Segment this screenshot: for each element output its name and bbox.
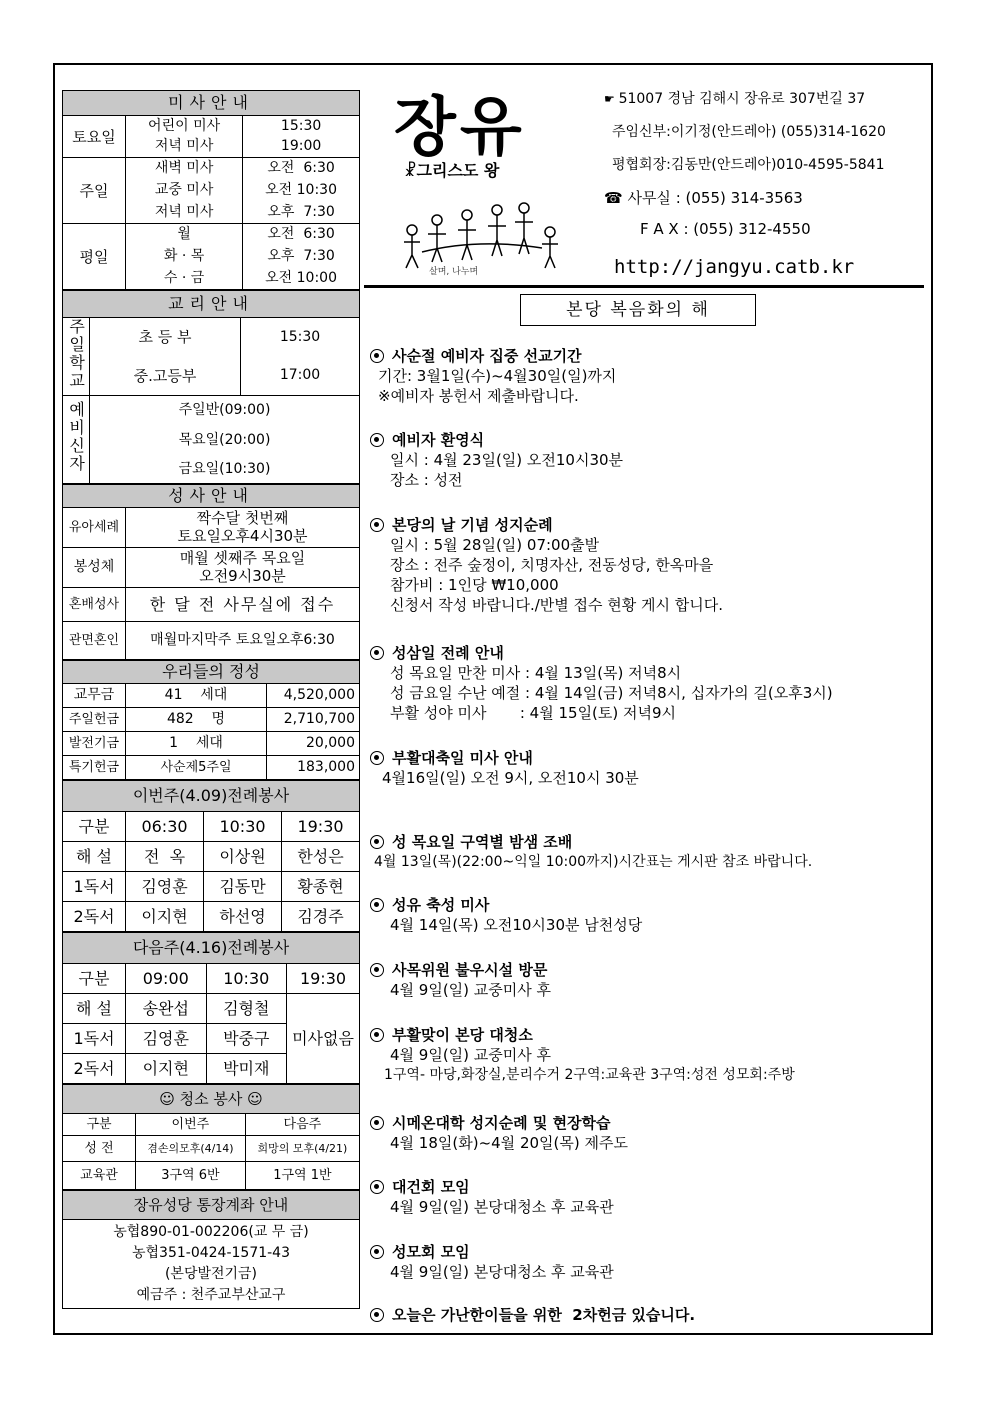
notice-item: 성삼일 전례 안내 성 목요일 만찬 미사 : 4월 13일(목) 저녁8시 성 금요일 수난 예절 : 4월 14일(금) 저녁8시, 십자가의 길(오후3시) 부활 성야 미사 : 4월 15일(토) 저녁9시 [370,643,833,723]
notice-item: 오늘은 가난한이들을 위한 2차헌금 있습니다. [370,1305,695,1325]
infant-baptism-label: 유아세례 [63,507,126,547]
bank-account-1: 농협890-01-002206(교 무 금) [113,1223,309,1240]
offering-row-value: 183,000 [267,755,360,779]
offering-row-mid: 1 세대 [126,731,267,755]
offering-row-value: 20,000 [267,731,360,755]
bullet-icon [370,349,384,363]
marriage-value: 한 달 전 사무실에 접수 [126,587,360,621]
server-name: 황종현 [282,871,360,901]
server-name: 이상원 [204,841,282,871]
wk-day-3: 수 · 금 [126,268,243,290]
bank-table [62,1190,360,1309]
sun-mass-3: 저녁 미사 [126,202,243,224]
notice-item: 성유 축성 미사 4월 14일(목) 오전10시30분 남천성당 [370,895,642,935]
fax-line: F A X : (055) 312-4550 [640,220,811,238]
edu-title: 교리안내 [63,291,360,318]
col-header: 이번주 [136,1113,246,1135]
area-label: 성 전 [63,1135,136,1161]
catechumen-label: 예비신자 [63,395,90,483]
parish-subtitle: ☧그리스도 왕 [404,161,500,180]
wk-time-2: 오후 7:30 [243,246,360,268]
sacrament-title: 성사안내 [63,484,360,507]
wk-time-1: 오전 6:30 [243,224,360,246]
sacrament-table [62,484,360,660]
offering-table [62,660,360,780]
server-name: 박중구 [206,1023,287,1053]
cleaning-group: 1구역 1반 [245,1161,359,1189]
offering-row-label: 교무금 [63,683,126,707]
offering-row-label: 발전기금 [63,731,126,755]
dispensation-value: 매월마지막주 토요일오후6:30 [126,621,360,659]
col-header: 19:30 [287,963,360,993]
bullet-icon [370,518,384,532]
phone-icon: ☎ [604,189,628,207]
cat-class-3: 금요일(10:30) [90,455,360,483]
header-divider [364,285,924,288]
notice-item: 사목위원 불우시설 방문 4월 9일(일) 교중미사 후 [370,960,551,1000]
offering-row-mid: 41 세대 [126,683,267,707]
bullet-icon [370,751,384,765]
this-week-title: 이번주(4.09)전례봉사 [63,780,360,811]
offering-row-value: 2,710,700 [267,707,360,731]
notice-item: 성 목요일 구역별 밤샘 조배 4월 13일(목)(22:00~익일 10:00까지)시간표는 게시판 참조 바랍니다. [370,832,812,872]
area-label: 교육관 [63,1161,136,1189]
office-phone: ☎ 사무실 : (055) 314-3563 [604,189,803,207]
notice-item: 부활맞이 본당 대청소 4월 9일(일) 교중미사 후 1구역- 마당,화장실,분리수거 2구역:교육관 3구역:성전 성모회:주방 [370,1025,795,1085]
ss-middle-high-time: 17:00 [241,356,360,395]
col-header: 10:30 [204,811,282,841]
bank-title: 장유성당 통장계좌 안내 [63,1190,360,1219]
col-header: 구분 [63,1113,136,1135]
role-label: 2독서 [63,1053,126,1083]
sun-mass-2: 교중 미사 [126,180,243,202]
role-label: 2독서 [63,901,126,931]
role-label: 해 설 [63,993,126,1023]
wk-time-3: 오전 10:00 [243,268,360,290]
server-name: 김영훈 [126,871,204,901]
ss-middle-high: 중.고등부 [90,356,241,395]
sun-time-1: 오전 6:30 [243,158,360,180]
offering-row-value: 4,520,000 [267,683,360,707]
wk-day-1: 월 [126,224,243,246]
bank-accounts [63,1219,360,1308]
bullet-icon [370,898,384,912]
cleaning-group: 희망의 모후(4/21) [245,1135,359,1161]
server-name: 김영훈 [126,1023,207,1053]
role-label: 1독서 [63,1023,126,1053]
cleaning-group: 3구역 6반 [136,1161,246,1189]
sun-mass-1: 새벽 미사 [126,158,243,180]
col-header: 10:30 [206,963,287,993]
next-week-title: 다음주(4.16)전례봉사 [63,932,360,963]
illustration-caption: 살며, 나누며 [429,267,479,277]
parish-logo: 장유 [394,91,526,165]
sat-time-2: 19:00 [243,137,360,158]
col-header: 06:30 [126,811,204,841]
location-icon: ☛ [604,92,619,106]
server-name: 김경주 [282,901,360,931]
sun-time-3: 오후 7:30 [243,202,360,224]
bank-holder: 예금주 : 천주교부산교구 [136,1286,286,1303]
server-name: 이지현 [126,1053,207,1083]
bullet-icon [370,1245,384,1259]
bullet-icon [370,433,384,447]
sun-label: 주일 [63,158,126,224]
chair-line: 평협회장:김동만(안드레아)010-4595-5841 [612,157,885,173]
mass-table [62,90,360,290]
offering-row-label: 주일헌금 [63,707,126,731]
communion-sick-label: 봉성체 [63,547,126,587]
bullet-icon [370,1116,384,1130]
marriage-label: 혼배성사 [63,587,126,621]
dispensation-label: 관면혼인 [63,621,126,659]
wk-day-2: 화 · 목 [126,246,243,268]
col-header: 다음주 [245,1113,359,1135]
next-week-liturgy-table [62,932,360,1084]
edu-table [62,290,360,484]
offering-title: 우리들의 정성 [63,660,360,683]
notice-item: 성모회 모임 4월 9일(일) 본당대청소 후 교육관 [370,1242,614,1282]
server-name: 송완섭 [126,993,207,1023]
server-name: 하선영 [204,901,282,931]
header [364,70,924,285]
server-name: 전 옥 [126,841,204,871]
bank-account-2-purpose: (본당발전기금) [164,1265,258,1282]
ss-elementary: 초 등 부 [90,318,241,357]
role-label: 해 설 [63,841,126,871]
left-column [62,90,360,1309]
this-week-liturgy-table [62,780,360,932]
mass-title: 미사안내 [63,91,360,116]
cat-class-1: 주일반(09:00) [90,395,360,425]
bullet-icon [370,1308,384,1322]
server-name: 한성은 [282,841,360,871]
sat-time-1: 15:30 [243,116,360,137]
ss-elementary-time: 15:30 [241,318,360,357]
notice-item: 부활대축일 미사 안내 4월16일(일) 오전 9시, 오전10시 30분 [370,748,639,788]
notice-item: 본당의 날 기념 성지순례 일시 : 5월 28일(일) 07:00출발 장소 : 전주 숲정이, 치명자산, 전동성당, 한옥마을 참가비 : 1인당 ₩10,000 신청서 작성 바랍니다./반별 접수 현황 게시 합니다. [370,515,723,615]
bullet-icon [370,963,384,977]
cleaning-table [62,1084,360,1190]
address-line: ☛ 51007 경남 김해시 장유로 307번길 37 [604,91,866,107]
server-name: 이지현 [126,901,204,931]
bullet-icon [370,835,384,849]
offering-row-mid: 사순제5주일 [126,755,267,779]
col-header: 구분 [63,963,126,993]
server-name: 박미재 [206,1053,287,1083]
year-theme: 본당 복음화의 해 [520,294,756,326]
weekday-label: 평일 [63,224,126,290]
sat-mass-2: 저녁 미사 [126,137,243,158]
bank-account-2: 농협351-0424-1571-43 [132,1244,290,1261]
cleaning-group: 겸손의모후(4/14) [136,1135,246,1161]
sat-mass-1: 어린이 미사 [126,116,243,137]
sun-time-2: 오전 10:30 [243,180,360,202]
cleaning-title: ☺ 청소 봉사 ☺ [63,1084,360,1113]
bullet-icon [370,1180,384,1194]
notice-item: 시메온대학 성지순례 및 현장학습 4월 18일(화)~4월 20일(목) 제주도 [370,1113,628,1153]
col-header: 19:30 [282,811,360,841]
no-mass-note: 미사없음 [287,993,360,1083]
notice-item: 대건회 모임 4월 9일(일) 본당대청소 후 교육관 [370,1177,614,1217]
notice-item: 예비자 환영식 일시 : 4월 23일(일) 오전10시30분 장소 : 성전 [370,430,623,490]
server-name: 김동만 [204,871,282,901]
bullet-icon [370,1028,384,1042]
server-name: 김형철 [206,993,287,1023]
notice-item: 사순절 예비자 집중 선교기간 기간: 3월1일(수)~4월30일(일)까지 ※예비자 봉헌서 제출바랍니다. [370,346,616,406]
communion-sick-value: 매월 셋째주 목요일 오전9시30분 [126,547,360,587]
col-header: 구분 [63,811,126,841]
offering-row-label: 특기헌금 [63,755,126,779]
sunday-school-label: 주일학교 [63,318,90,396]
priest-line: 주임신부:이기정(안드레아) (055)314-1620 [612,124,886,140]
parish-url[interactable]: http://jangyu.catb.kr [614,256,855,278]
infant-baptism-value: 짝수달 첫번째 토요일오후4시30분 [126,507,360,547]
community-illustration [392,190,564,270]
sat-label: 토요일 [63,116,126,158]
cat-class-2: 목요일(20:00) [90,425,360,455]
offering-row-mid: 482 명 [126,707,267,731]
col-header: 09:00 [126,963,207,993]
role-label: 1독서 [63,871,126,901]
bullet-icon [370,646,384,660]
